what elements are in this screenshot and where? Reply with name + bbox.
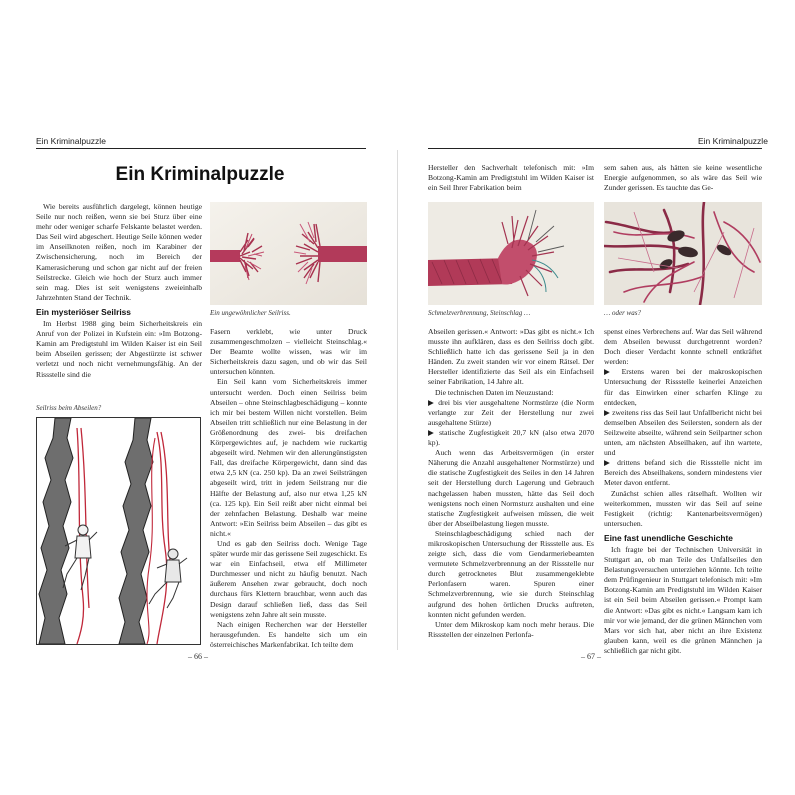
paragraph: Unter dem Mikroskop kam noch mehr heraus. Die Rissstellen der einzelnen Perlonfa- <box>428 619 594 639</box>
rope-photo <box>210 202 367 305</box>
climbing-illustration <box>36 417 201 645</box>
paragraph: Zunächst schien alles rätselhaft. Wollten wir weiterkommen, mussten wir das Seil auf seine Festigkeit (richtig: Kantenarbeitsvermögen) untersuchen. <box>604 488 762 528</box>
page-number: – 66 – <box>188 652 208 661</box>
bullet-item: ▶ zweitens riss das Seil laut Unfallbericht nicht bei demselben Abseilen des Seilersten, sondern als der Seilzweite abseilte, während sein Seilpartner schon unten, am nächsten Abseilhaken, auf ihn wartete, und <box>604 407 762 458</box>
paragraph: Fasern verklebt, wie unter Druck zusammengeschmolzen – vielleicht Steinschlag.« Der Beamte wollte wissen, was wir im Sicherheitskreis dazu sagen, und ob wir das Seil untersuchen könnten. <box>210 327 367 377</box>
intro-paragraph: Wie bereits ausführlich dargelegt, können heutige Seile nur noch reißen, wenn sie bei Sturz über eine mehr oder weniger scharfe Felskante belastet werden. Das Seil wird abgeschert. Heutige Seile können weder im Anseilknoten reißen, noch im Karabiner der Zwischensicherung, noch im Bereich der Kamerasicherung und schon gar nicht auf der freien Seilstrecke. Gleich wie hoch der Sturz auch immer sein mag. Dies ist seit wenigstens zweieinhalb Jahrzehnten Stand der Technik. <box>36 202 202 302</box>
header-rule <box>428 148 762 149</box>
right-page <box>398 0 795 795</box>
left-column-2 <box>210 327 367 650</box>
section-paragraph: Ich fragte bei der Technischen Universität in Stuttgart an, ob man Teile des Unfallseiles den Belastungsversuchen unterziehen könnte. Ich teilte dem Prüfingenieur in Stuttgart telefonisch mit: »Im Botzong-Kamin am Predigtstuhl im Wilden Kaiser ist ein Seil beim Abseilen gerissen.« Prompt kam die Antwort: »Das gibt es nicht.« Langsam kam ich mir vor wie jemand, der die grünen Männchen vom Mars vor sich hat, aber nicht an ihre Existenz glauben kann, weil es die grünen Männchen ja schließlich gar nicht gibt. <box>604 544 762 655</box>
photo-caption: Schmelzverbrennung, Steinschlag … <box>428 309 531 317</box>
figure-caption: Seilriss beim Abseilen? <box>36 404 102 412</box>
right-column-2 <box>604 327 762 656</box>
paragraph: Nach einigen Recherchen war der Hersteller herausgefunden. Es handelte sich um ein österreichisches Markenfabrikat. Ich teilte dem <box>210 619 367 649</box>
paragraph: sem sahen aus, als hätten sie keine wesentliche Energie aufgenommen, so als wäre das Seil wie Zunder gerissen. Es tauchte das Ge- <box>604 163 762 193</box>
left-column-1 <box>36 202 202 380</box>
running-head: Ein Kriminalpuzzle <box>36 136 106 146</box>
photo-caption: Ein ungewöhnlicher Seilriss. <box>210 309 291 317</box>
section-heading: Ein mysteriöser Seilriss <box>36 306 131 317</box>
right-column-1-top <box>428 163 594 193</box>
paragraph: Hersteller den Sachverhalt telefonisch mit: »Im Botzong-Kamin am Predigtstuhl im Wilden Kaiser ist ein Seil Ihrer Fabrikation beim <box>428 163 594 193</box>
running-head: Ein Kriminalpuzzle <box>698 136 768 146</box>
left-page <box>0 0 397 795</box>
paragraph: Steinschlagbeschädigung schied nach der mikroskopischen Untersuchung der Rissstelle aus. Es zeigte sich, dass die vom Gendarmeriebeamten vermutete Schmelzverbrennung an der Rissstelle nur durch getrocknetes Blut zusammengeklebte Perlonfasern waren. Spuren einer Schmelzverbrennung, wie sie durch Steinschlag aufgrund des hohen örtlichen Drucks auftreten, konnten nicht gefunden werden. <box>428 528 594 619</box>
page-title: Ein Kriminalpuzzle <box>115 164 285 185</box>
section-paragraph: Im Herbst 1988 ging beim Sicherheitskreis ein Anruf von der Polizei in Kufstein ein: »Im Botzong-Kamin am Predigtstuhl im Wilden Kaiser ist ein Seil beim Abseilen gerissen; der Abgestürzte ist schwer verletzt und noch nicht vernehmungsfähig. An der Rissstelle sind die <box>36 319 202 379</box>
bullet-item: ▶ statische Zugfestigkeit 20,7 kN (also etwa 2070 kp). <box>428 427 594 448</box>
paragraph: Ein Seil kann vom Sicherheitskreis immer untersucht werden. Doch einen Seilriss beim Abseilen – ohne Steinschlagbeschädigung – konnte ich mir bei bestem Willen nicht vorstellen. Beim Abseilen tritt schließlich nur eine Belastung in der Größenordnung des zwei- bis dreifachen Körpergewichtes auf, je nachdem wie ruckartig abgeseilt wird. Nehmen wir den allerungünstigsten Fall, das dreifache Körpergewicht, dann sind das etwa 2,5 kN (ca. 250 kp). Da an zwei Seilsträngen abgeseilt wird, tritt in jedem Seilstrang nur die Hälfte der Belastung auf, also nur etwa 1,25 kN (ca. 125 kp). Ein Seil reißt aber nicht einmal bei der zehnfachen Belastung. Deshalb war meine Antwort: »Ein Seilriss beim Abseilen – das gibt es nicht.« <box>210 377 367 538</box>
photo-caption: … oder was? <box>604 309 641 317</box>
bullet-item: ▶ drittens befand sich die Rissstelle nicht im Bereich des Abseilhakens, sondern mindestens vier Meter davon entfernt. <box>604 458 762 488</box>
right-column-2-top <box>604 163 762 193</box>
rope-burn-photo <box>428 202 594 305</box>
bullet-item: ▶ drei bis vier ausgehaltene Normstürze (die Norm verlangte zur Zeit der Herstellung nur zwei ausgehaltene Stürze) <box>428 397 594 427</box>
section-heading: Eine fast unendliche Geschichte <box>604 532 733 543</box>
page-number: – 67 – <box>581 652 601 661</box>
paragraph: Abseilen gerissen.« Antwort: »Das gibt es nicht.« Ich musste ihn aufklären, dass es den Seilriss doch gibt. Schließlich hatte ich das gerissene Seil ja in den Händen. Zu zweit standen wir vor einem Rätsel. Der Hersteller identifizierte das Seil als ein Einfachseil seiner Fabrikation, 14 Jahre alt. <box>428 327 594 387</box>
right-column-1 <box>428 327 594 640</box>
paragraph: Und es gab den Seilriss doch. Wenige Tage später wurde mir das gerissene Seil zugeschickt. Es war ein Einfachseil, etwa elf Millimeter Durchmesser und nicht zu häufig benutzt. Nach äußerem Ansehen zwar gebraucht, doch noch durchaus fürs Klettern brauchbar, wenn auch das Design darauf schließen ließ, dass das Seil wenigstens zehn Jahre alt sein musste. <box>210 538 367 619</box>
paragraph: Auch wenn das Arbeitsvermögen (in erster Näherung die Anzahl ausgehaltener Normstürze) und die statische Zugfestigkeit des Seiles in den 14 Jahren seit der Herstellung durch Lagerung und Gebrauch nachgelassen haben mussten, hätte das Seil doch wenigstens noch einen Normsturz aushalten und eine statische Zugfestigkeit aufweisen müssen, die weit über der Abseilbelastung liegen musste. <box>428 448 594 528</box>
header-rule <box>36 148 366 149</box>
paragraph: spenst eines Verbrechens auf. War das Seil während dem Abseilen bewusst durchgetrennt worden? Doch dieser Verdacht konnte schnell entkräftet werden: <box>604 327 762 367</box>
bullet-item: ▶ Erstens waren bei der makroskopischen Untersuchung der Rissstelle keinerlei Anzeichen für das Einwirken einer scharfen Klinge zu entdecken, <box>604 367 762 407</box>
paragraph: Die technischen Daten im Neuzustand: <box>435 387 554 397</box>
fiber-closeup-photo <box>604 202 762 305</box>
